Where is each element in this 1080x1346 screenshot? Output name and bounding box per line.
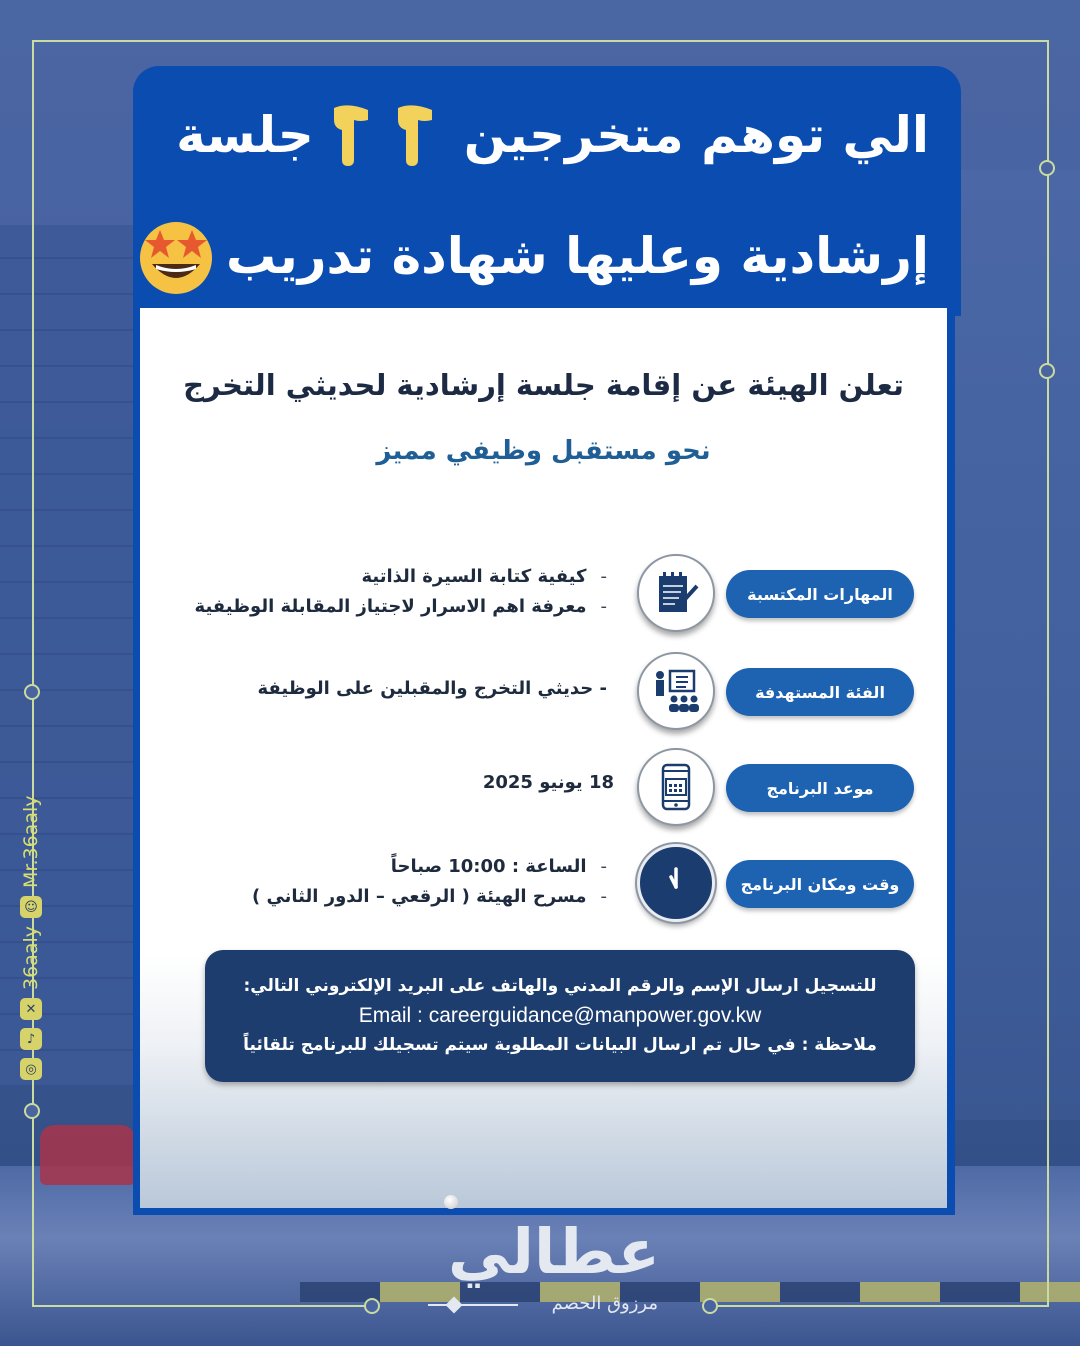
mobile-calendar-icon [637,748,715,826]
frame-dot-icon [702,1298,718,1314]
date-label-pill: موعد البرنامج [726,764,914,812]
background-car [40,1125,135,1185]
clock-icon [637,844,715,922]
target-list [167,674,607,704]
registration-box [205,950,915,1082]
frame-dot-icon [364,1298,380,1314]
place-value: مسرح الهيئة ( الرقعي – الدور الثاني ) [251,886,587,907]
target-item: - حديثي التخرج والمقبلين على الوظيفة [257,678,607,699]
frame-dot-icon [24,1103,40,1119]
time-value: الساعة : 10:00 صباحاً [390,856,587,877]
time-place-list: - الساعة : 10:00 صباحاً - مسرح الهيئة ( الرقعي – الدور الثاني ) [167,852,607,912]
logo-subtitle: مرزوق الحصم [551,1293,658,1314]
target-label-pill: الفئة المستهدفة [726,668,914,716]
frame-dot-icon [1039,363,1055,379]
background-curb [300,1282,1080,1302]
frame-dot-icon [24,684,40,700]
social-handles [20,720,50,1080]
diamond-icon [446,1297,463,1314]
headline: تعلن الهيئة عن إقامة جلسة إرشادية لحديثي التخرج [183,368,904,402]
frame-bottom-left-line [32,1305,372,1307]
registration-note: ملاحظة : في حال تم ارسال البيانات المطلوبة سيتم تسجيلك للبرنامج تلقائياً [243,1035,877,1055]
banner-line2-text: إرشادية وعليها شهادة تدريب [226,227,929,285]
frame-bottom-right-line [710,1305,1049,1307]
tiktok-icon[interactable]: ♪ [20,1028,42,1050]
registration-email[interactable]: Email : careerguidance@manpower.gov.kw [358,1004,762,1027]
banner-line1-text: الي توهم متخرجين [463,106,929,164]
row-date [140,744,947,834]
skills-item: معرفة اهم الاسرار لاجتياز المقابلة الوظيفية [194,596,587,617]
snapchat-icon[interactable]: ☺ [20,896,42,918]
presentation-audience-icon [637,652,715,730]
social-handle-primary[interactable]: 36aaly [20,926,42,990]
time-place-label-pill: وقت ومكان البرنامج [726,860,914,908]
date-value-wrap [174,768,614,798]
frame-dot-icon [1039,160,1055,176]
frame-right-line [1047,40,1049,1306]
title-banner [133,66,961,316]
skills-item: كيفية كتابة السيرة الذاتية [361,566,587,587]
frame-top-line [32,40,1049,42]
pointing-down-hands-icon [324,100,454,170]
star-struck-face-icon [136,216,216,296]
row-skills [140,550,947,640]
background-building-right [950,170,1080,1120]
decorative-pearl [444,1195,458,1209]
logo-divider [428,1304,518,1306]
row-target-audience [140,648,947,738]
skills-list: - كيفية كتابة السيرة الذاتية - معرفة اهم الاسرار لاجتياز المقابلة الوظيفية [167,562,607,622]
notepad-pen-icon [637,554,715,632]
instagram-icon[interactable]: ◎ [20,1058,42,1080]
x-icon[interactable]: ✕ [20,998,42,1020]
subheadline: نحو مستقبل وظيفي مميز [376,436,711,466]
announcement-card [140,308,947,1208]
social-handle-secondary[interactable]: Mr.36aaly [20,795,42,888]
banner-line1-end: جلسة [176,106,314,164]
banner-line-2 [149,216,929,296]
skills-label-pill: المهارات المكتسبة [726,570,914,618]
row-time-place [140,840,947,930]
registration-instructions: للتسجيل ارسال الإسم والرقم المدني والهاتف على البريد الإلكتروني التالي: [243,976,877,996]
brand-logo [420,1215,660,1315]
banner-line-1 [149,100,929,170]
date-value: 18 يونيو 2025 [482,772,614,793]
logo-name: عطالي [447,1215,660,1288]
